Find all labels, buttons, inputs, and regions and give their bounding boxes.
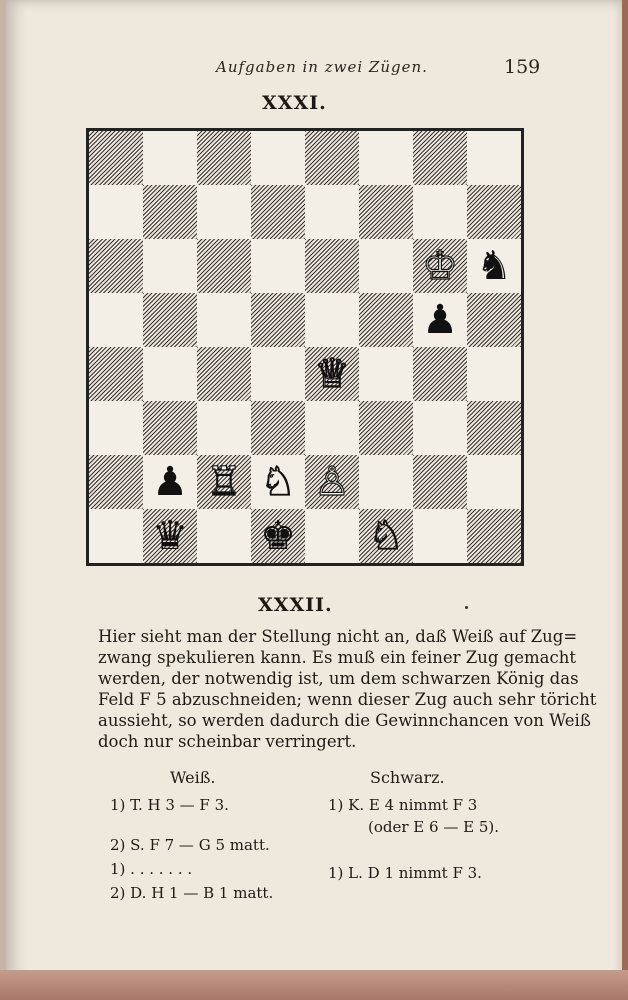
board-square-d1 bbox=[251, 509, 305, 563]
board-square-b8 bbox=[143, 131, 197, 185]
board-square-c2 bbox=[197, 455, 251, 509]
problem-number-top: XXXI. bbox=[262, 92, 327, 114]
board-square-c3 bbox=[197, 401, 251, 455]
board-square-c5 bbox=[197, 293, 251, 347]
board-square-c1 bbox=[197, 509, 251, 563]
black-pawn-icon: ♟ bbox=[152, 459, 188, 505]
board-square-d2 bbox=[251, 455, 305, 509]
black-column-header: Schwarz. bbox=[370, 768, 445, 787]
board-square-h6 bbox=[467, 239, 521, 293]
board-square-g6 bbox=[413, 239, 467, 293]
board-square-c8 bbox=[197, 131, 251, 185]
board-square-c6 bbox=[197, 239, 251, 293]
white-move: 1) . . . . . . . bbox=[110, 860, 193, 878]
white-move: 2) S. F 7 — G 5 matt. bbox=[110, 836, 270, 854]
black-move: 1) K. E 4 nimmt F 3 bbox=[328, 796, 478, 814]
black-king-icon: ♚ bbox=[260, 513, 296, 559]
board-square-a1 bbox=[89, 509, 143, 563]
board-square-d8 bbox=[251, 131, 305, 185]
commentary-line: doch nur scheinbar verringert. bbox=[98, 732, 357, 751]
board-square-f7 bbox=[359, 185, 413, 239]
board-square-b7 bbox=[143, 185, 197, 239]
book-edge-right bbox=[622, 0, 628, 1000]
board-square-a5 bbox=[89, 293, 143, 347]
white-move: 1) T. H 3 — F 3. bbox=[110, 796, 229, 814]
board-square-g4 bbox=[413, 347, 467, 401]
board-square-a3 bbox=[89, 401, 143, 455]
board-square-h4 bbox=[467, 347, 521, 401]
board-square-a2 bbox=[89, 455, 143, 509]
book-page bbox=[6, 0, 622, 1000]
board-square-f3 bbox=[359, 401, 413, 455]
board-square-d7 bbox=[251, 185, 305, 239]
board-square-g3 bbox=[413, 401, 467, 455]
white-column-header: Weiß. bbox=[170, 768, 216, 787]
page-number: 159 bbox=[504, 56, 541, 78]
board-square-h1 bbox=[467, 509, 521, 563]
board-square-h3 bbox=[467, 401, 521, 455]
board-square-e2 bbox=[305, 455, 359, 509]
commentary-line: Feld F 5 abzuschneiden; wenn dieser Zug auch sehr töricht bbox=[98, 690, 597, 709]
white-knight-icon: ♘ bbox=[260, 459, 296, 505]
white-king-icon: ♔ bbox=[422, 243, 458, 289]
board-square-d3 bbox=[251, 401, 305, 455]
book-cover-edge bbox=[0, 970, 628, 1000]
commentary-paragraph bbox=[98, 626, 597, 752]
black-move: 1) L. D 1 nimmt F 3. bbox=[328, 864, 482, 882]
board-square-a4 bbox=[89, 347, 143, 401]
black-pawn-icon: ♟ bbox=[422, 297, 458, 343]
board-square-a6 bbox=[89, 239, 143, 293]
board-square-g8 bbox=[413, 131, 467, 185]
board-square-e7 bbox=[305, 185, 359, 239]
commentary-line: zwang spekulieren kann. Es muß ein feiner Zug gemacht bbox=[98, 648, 577, 667]
commentary-line: Hier sieht man der Stellung nicht an, daß Weiß auf Zug= bbox=[98, 627, 578, 646]
board-square-c7 bbox=[197, 185, 251, 239]
board-square-a7 bbox=[89, 185, 143, 239]
board-square-h8 bbox=[467, 131, 521, 185]
board-square-f8 bbox=[359, 131, 413, 185]
board-square-d4 bbox=[251, 347, 305, 401]
board-square-b5 bbox=[143, 293, 197, 347]
board-square-h2 bbox=[467, 455, 521, 509]
commentary-line: aussieht, so werden dadurch die Gewinnchancen von Weiß bbox=[98, 711, 591, 730]
board-square-c4 bbox=[197, 347, 251, 401]
board-square-g1 bbox=[413, 509, 467, 563]
board-square-f6 bbox=[359, 239, 413, 293]
running-title: Aufgaben in zwei Zügen. bbox=[216, 58, 428, 76]
black-queen-icon: ♛ bbox=[152, 513, 188, 559]
black-knight-icon: ♞ bbox=[476, 243, 512, 289]
white-queen-icon: ♕ bbox=[314, 351, 350, 397]
board-square-f1 bbox=[359, 509, 413, 563]
problem-number-bottom: XXXII. bbox=[258, 594, 333, 616]
white-rook-icon: ♖ bbox=[206, 459, 242, 505]
board-square-f5 bbox=[359, 293, 413, 347]
board-square-e4 bbox=[305, 347, 359, 401]
board-square-h5 bbox=[467, 293, 521, 347]
board-square-e8 bbox=[305, 131, 359, 185]
board-square-g5 bbox=[413, 293, 467, 347]
board-square-d6 bbox=[251, 239, 305, 293]
board-square-b3 bbox=[143, 401, 197, 455]
board-square-b1 bbox=[143, 509, 197, 563]
board-square-h7 bbox=[467, 185, 521, 239]
chess-diagram bbox=[86, 128, 524, 566]
board-square-b4 bbox=[143, 347, 197, 401]
white-knight-icon: ♘ bbox=[368, 513, 404, 559]
white-move: 2) D. H 1 — B 1 matt. bbox=[110, 884, 274, 902]
board-square-d5 bbox=[251, 293, 305, 347]
commentary-line: werden, der notwendig ist, um dem schwarzen König das bbox=[98, 669, 579, 688]
board-square-e3 bbox=[305, 401, 359, 455]
board-square-e1 bbox=[305, 509, 359, 563]
white-pawn-icon: ♙ bbox=[314, 459, 350, 505]
board-square-a8 bbox=[89, 131, 143, 185]
board-square-e6 bbox=[305, 239, 359, 293]
board-square-f2 bbox=[359, 455, 413, 509]
board-square-b2 bbox=[143, 455, 197, 509]
black-move: (oder E 6 — E 5). bbox=[368, 818, 499, 836]
board-square-f4 bbox=[359, 347, 413, 401]
board-square-g7 bbox=[413, 185, 467, 239]
stray-dot bbox=[465, 606, 468, 609]
board-square-g2 bbox=[413, 455, 467, 509]
board-square-e5 bbox=[305, 293, 359, 347]
board-square-b6 bbox=[143, 239, 197, 293]
